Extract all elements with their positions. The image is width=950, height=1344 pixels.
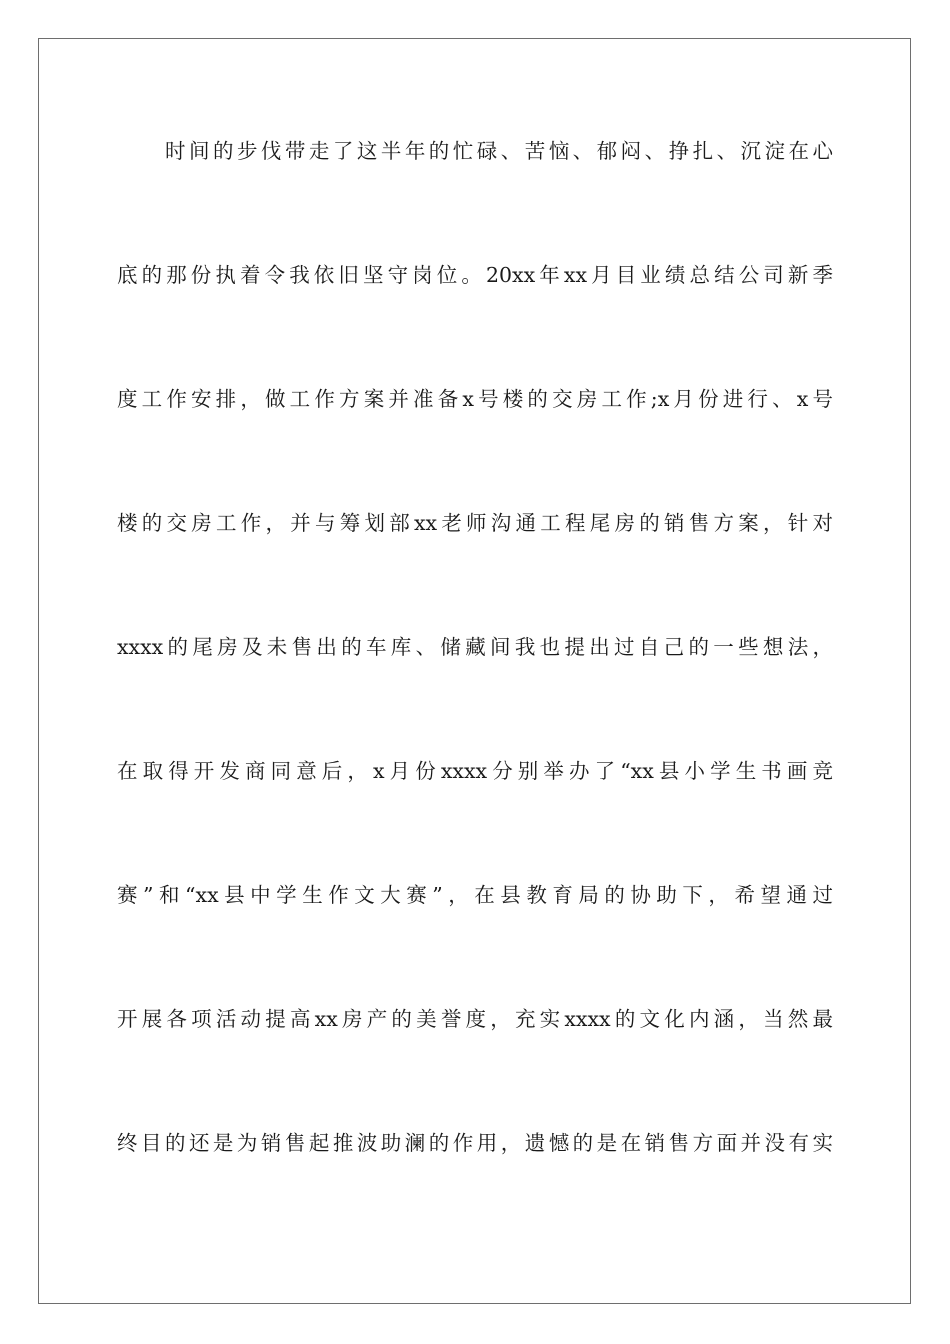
paragraph-line-9: 终目的还是为销售起推波助澜的作用，遗憾的是在销售方面并没有实 (117, 1131, 833, 1155)
paragraph-line-1: 时间的步伐带走了这半年的忙碌、苦恼、郁闷、挣扎、沉淀在心 (165, 139, 833, 163)
paragraph-line-6: 在取得开发商同意后，x月份xxxx分别举办了“xx县小学生书画竞 (117, 759, 833, 783)
paragraph-line-2: 底的那份执着令我依旧坚守岗位。20xx年xx月目业绩总结公司新季 (117, 263, 833, 287)
paragraph-line-3: 度工作安排，做工作方案并准备x号楼的交房工作;x月份进行、x号 (117, 387, 833, 411)
paragraph-line-8: 开展各项活动提高xx房产的美誉度，充实xxxx的文化内涵，当然最 (117, 1007, 833, 1031)
paragraph-line-5: xxxx的尾房及未售出的车库、储藏间我也提出过自己的一些想法， (117, 635, 833, 659)
page-border (38, 38, 911, 1304)
paragraph-line-4: 楼的交房工作，并与筹划部xx老师沟通工程尾房的销售方案，针对 (117, 511, 833, 535)
paragraph-line-7: 赛”和“xx县中学生作文大赛”，在县教育局的协助下，希望通过 (117, 883, 833, 907)
